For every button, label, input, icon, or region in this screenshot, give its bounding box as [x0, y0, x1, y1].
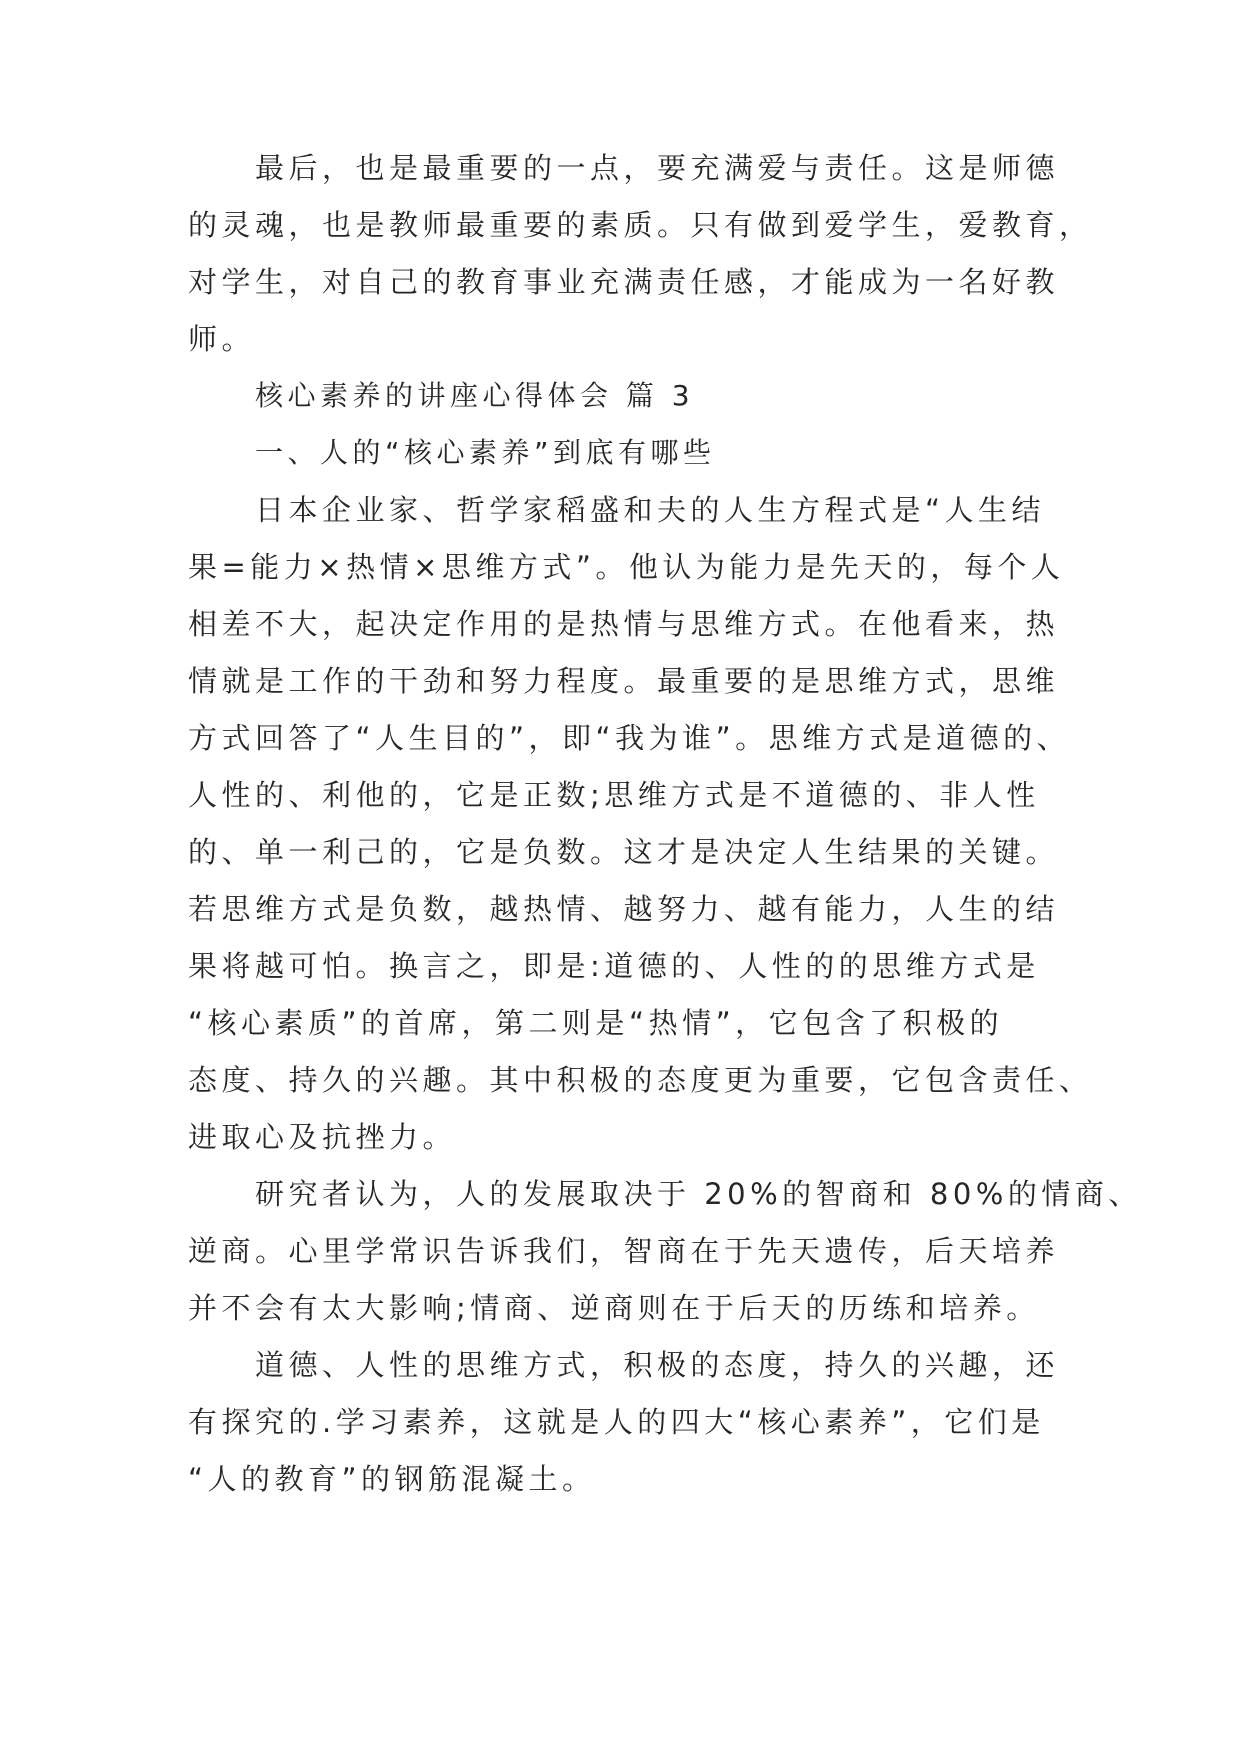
paragraph-line: 有探究的.学习素养，这就是人的四大“核心素养”，它们是	[188, 1405, 1045, 1439]
paragraph-line: 最后，也是最重要的一点，要充满爱与责任。这是师德	[255, 151, 1060, 185]
paragraph-line: 果=能力×热情×思维方式”。他认为能力是先天的，每个人	[188, 550, 1065, 584]
paragraph-line: 情就是工作的干劲和努力程度。最重要的是思维方式，思维	[188, 664, 1060, 698]
paragraph-line: 人性的、利他的，它是正数;思维方式是不道德的、非人性	[188, 778, 1040, 812]
paragraph-line: 逆商。心里学常识告诉我们，智商在于先天遗传，后天培养	[188, 1234, 1060, 1268]
paragraph-line: 对学生，对自己的教育事业充满责任感，才能成为一名好教	[188, 265, 1060, 299]
paragraph-line: 日本企业家、哲学家稻盛和夫的人生方程式是“人生结	[255, 493, 1046, 527]
paragraph-line: 师。	[188, 322, 256, 356]
subsection-heading: 一、人的“核心素养”到底有哪些	[255, 436, 716, 469]
paragraph-line: 态度、持久的兴趣。其中积极的态度更为重要，它包含责任、	[188, 1063, 1093, 1097]
paragraph-line: 若思维方式是负数，越热情、越努力、越有能力，人生的结	[188, 892, 1060, 926]
paragraph-line: 进取心及抗挫力。	[188, 1120, 457, 1154]
paragraph-line: 道德、人性的思维方式，积极的态度，持久的兴趣，还	[255, 1348, 1060, 1382]
paragraph-line: 并不会有太大影响;情商、逆商则在于后天的历练和培养。	[188, 1291, 1040, 1325]
paragraph-line: 的、单一利己的，它是负数。这才是决定人生结果的关键。	[188, 835, 1060, 869]
paragraph-line: 的灵魂，也是教师最重要的素质。只有做到爱学生，爱教育，	[188, 208, 1093, 242]
paragraph-line: 研究者认为，人的发展取决于 20%的智商和 80%的情商、	[255, 1177, 1142, 1211]
paragraph-line: “核心素质”的首席，第二则是“热情”，它包含了积极的	[188, 1006, 1004, 1040]
paragraph-line: 方式回答了“人生目的”，即“我为谁”。思维方式是道德的、	[188, 721, 1071, 755]
section-heading: 核心素养的讲座心得体会 篇 3	[255, 379, 695, 412]
paragraph-line: 果将越可怕。换言之，即是:道德的、人性的的思维方式是	[188, 949, 1040, 983]
paragraph-line: “人的教育”的钢筋混凝土。	[188, 1462, 596, 1496]
paragraph-line: 相差不大，起决定作用的是热情与思维方式。在他看来，热	[188, 607, 1060, 641]
